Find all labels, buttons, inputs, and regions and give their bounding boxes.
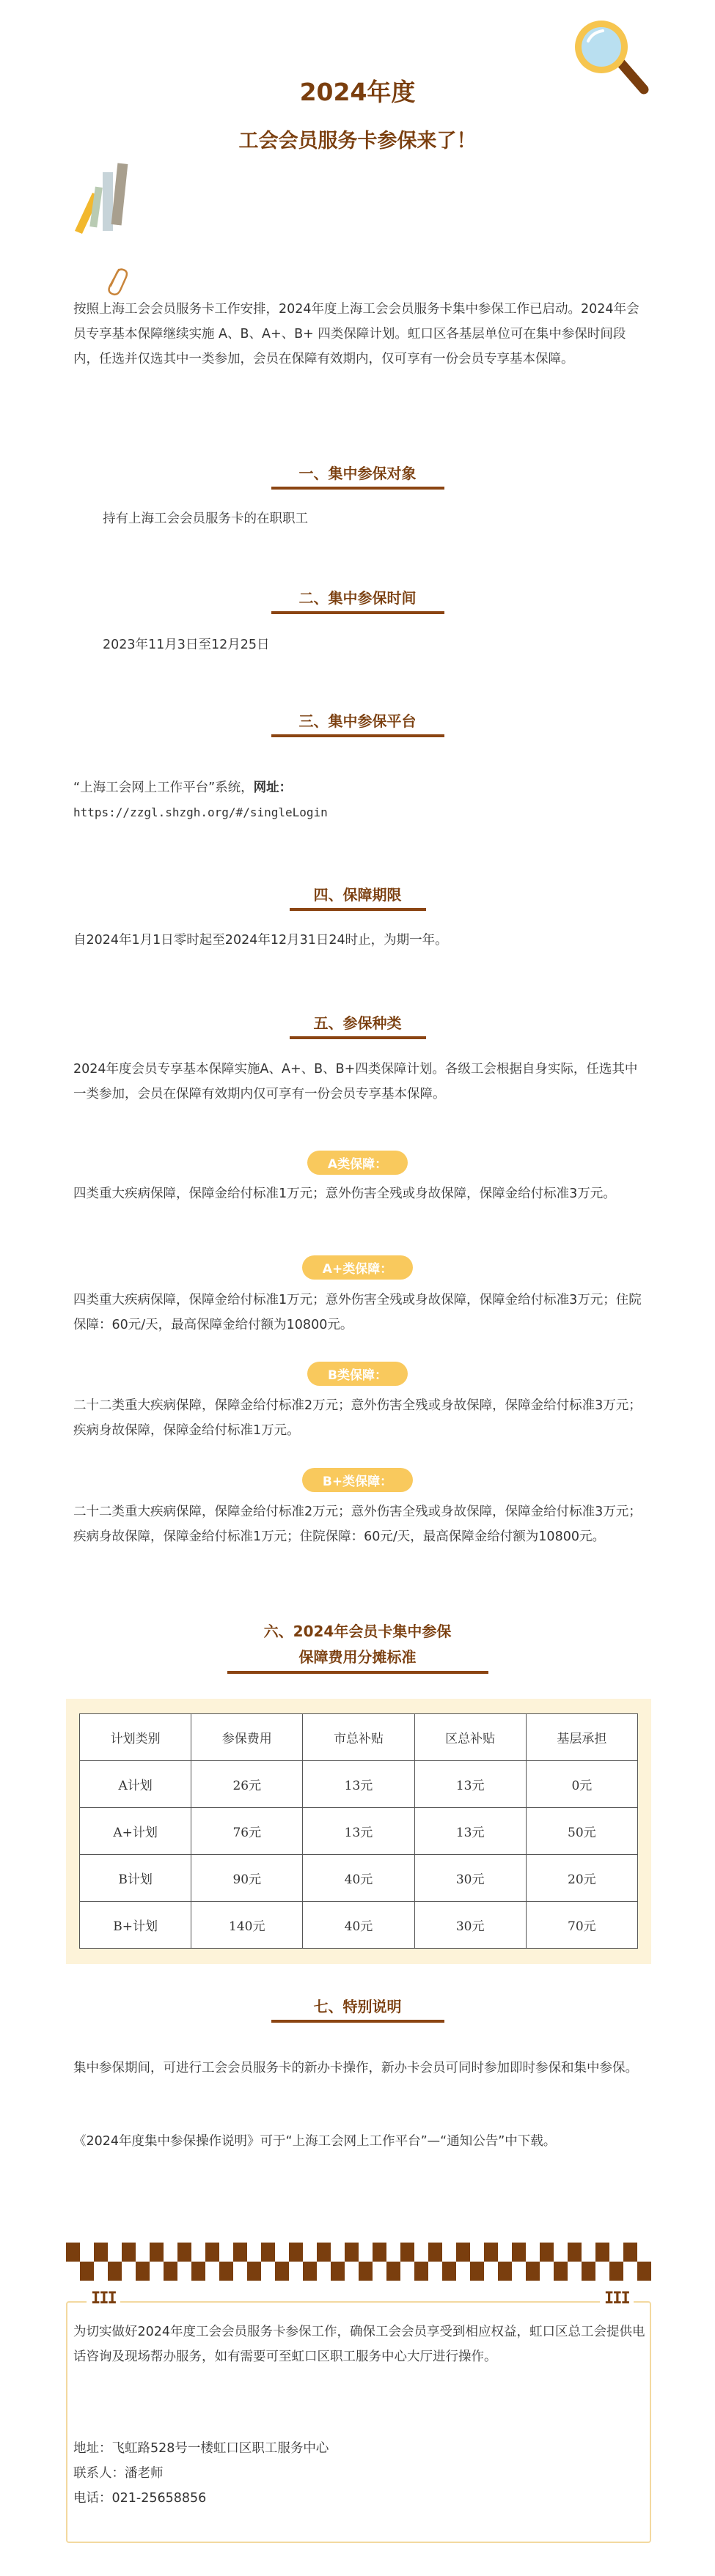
section-4-underline <box>290 908 426 911</box>
plan-a-pill <box>0 1151 715 1175</box>
section-7-underline <box>271 2020 444 2023</box>
section-3-underline <box>271 734 444 737</box>
plan-b-plus-text: 二十二类重大疾病保障，保障金给付标准2万元；意外伤害全残或身故保障，保障金给付标准3万元；疾病身故保障，保障金给付标准1万元；住院保障：60元/天，最高保障金给付额为10800元。 <box>73 1505 642 1544</box>
footer-text: 为切实做好2024年度工会会员服务卡参保工作，确保工会会员享受到相应权益，虹口区总工会提供电话咨询及现场帮办服务，如有需要可至虹口区职工服务中心大厅进行操作。 <box>73 2325 645 2364</box>
plan-b-pill <box>0 1362 715 1386</box>
cost-table-panel <box>66 1699 651 1964</box>
plan-a-plus-pill <box>0 1255 715 1280</box>
footer-bars-right: III <box>600 2289 634 2308</box>
plan-a-plus-label: A+类保障： <box>302 1255 413 1280</box>
section-2-heading: 二、集中参保时间 <box>298 589 417 607</box>
section-1-heading: 一、集中参保对象 <box>298 465 417 482</box>
section-6-underline <box>227 1671 488 1674</box>
section-3-content <box>73 775 645 825</box>
table-cell: 13元 <box>414 1808 526 1855</box>
books-icon <box>66 158 139 238</box>
table-header-cell: 基层承担 <box>526 1714 637 1761</box>
plan-b-plus-label: B+类保障： <box>302 1468 413 1492</box>
table-cell: 13元 <box>303 1761 414 1808</box>
plan-a-plus-text: 四类重大疾病保障，保障金给付标准1万元；意外伤害全残或身故保障，保障金给付标准3万元；住院保障：60元/天，最高保障金给付额为10800元。 <box>73 1293 642 1332</box>
section-6-heading-line2: 保障费用分摊标准 <box>298 1648 417 1666</box>
table-row <box>80 1902 638 1949</box>
section-2-underline <box>271 611 444 614</box>
section-7-heading: 七、特别说明 <box>313 1998 402 2015</box>
url-label: 网址： <box>253 780 293 795</box>
section-5-intro: 2024年度会员专享基本保障实施A、A+、B、B+四类保障计划。各级工会根据自身实际，任选其中一类参加，会员在保障有效期内仅可享有一份会员专享基本保障。 <box>73 1062 638 1101</box>
section-2-content: 2023年11月3日至12月25日 <box>103 638 270 652</box>
table-header-cell: 参保费用 <box>191 1714 303 1761</box>
table-cell: 50元 <box>526 1808 637 1855</box>
footer-phone[interactable]: 电话：021-25658856 <box>73 2491 207 2506</box>
table-cell: A+计划 <box>80 1808 191 1855</box>
table-header-cell: 市总补贴 <box>303 1714 414 1761</box>
intro-paragraph: 按照上海工会会员服务卡工作安排，2024年度上海工会会员服务卡集中参保工作已启动。2024年会员专享基本保障继续实施 A、B、A+、B+ 四类保障计划。虹口区各基层单位可在集中参保时间段内，任选并仅选其中一类参加，会员在保障有效期内，仅可享有一份会员专享基本保障。 <box>73 302 639 366</box>
table-cell: 40元 <box>303 1902 414 1949</box>
plan-b-text: 二十二类重大疾病保障，保障金给付标准2万元；意外伤害全残或身故保障，保障金给付标准3万元；疾病身故保障，保障金给付标准1万元。 <box>73 1398 642 1438</box>
plan-a-label: A类保障： <box>307 1151 408 1175</box>
table-cell: 20元 <box>526 1855 637 1902</box>
table-cell: 76元 <box>191 1808 303 1855</box>
plan-b-label: B类保障： <box>307 1362 408 1386</box>
section-1-content: 持有上海工会会员服务卡的在职职工 <box>103 512 308 526</box>
paperclip-icon <box>103 264 129 298</box>
table-cell: 140元 <box>191 1902 303 1949</box>
table-cell: 30元 <box>414 1902 526 1949</box>
checker-divider <box>66 2243 651 2281</box>
table-cell: B计划 <box>80 1855 191 1902</box>
platform-name: “上海工会网上工作平台”系统， <box>73 780 254 795</box>
section-7-p2: 《2024年度集中参保操作说明》可于“上海工会网上工作平台”—“通知公告”中下载。 <box>73 2134 557 2149</box>
section-7-p1: 集中参保期间，可进行工会会员服务卡的新办卡操作，新办卡会员可同时参加即时参保和集中参保。 <box>73 2061 638 2075</box>
table-row <box>80 1808 638 1855</box>
section-6-heading-line1: 六、2024年会员卡集中参保 <box>263 1623 452 1640</box>
table-cell: 90元 <box>191 1855 303 1902</box>
footer-contact: 联系人：潘老师 <box>73 2466 164 2481</box>
table-cell: A计划 <box>80 1761 191 1808</box>
platform-url[interactable]: https://zzgl.shzgh.org/#/singleLogin <box>73 805 328 819</box>
table-header-cell: 计划类别 <box>80 1714 191 1761</box>
cost-table <box>79 1713 638 1949</box>
footer-bars-left: III <box>87 2289 120 2308</box>
section-5-heading: 五、参保种类 <box>313 1014 402 1032</box>
section-3-heading: 三、集中参保平台 <box>298 712 417 730</box>
table-header-cell: 区总补贴 <box>414 1714 526 1761</box>
plan-b-plus-pill <box>0 1468 715 1492</box>
table-cell: 30元 <box>414 1855 526 1902</box>
section-5-underline <box>290 1036 426 1039</box>
plan-a-text: 四类重大疾病保障，保障金给付标准1万元；意外伤害全残或身故保障，保障金给付标准3万元。 <box>73 1186 616 1201</box>
table-cell: 0元 <box>526 1761 637 1808</box>
table-cell: B+计划 <box>80 1902 191 1949</box>
table-header-row <box>80 1714 638 1761</box>
table-cell: 40元 <box>303 1855 414 1902</box>
section-4-heading: 四、保障期限 <box>313 886 402 904</box>
table-row <box>80 1855 638 1902</box>
section-1-underline <box>271 487 444 490</box>
page-title: 2024年度 <box>299 78 416 106</box>
section-4-content: 自2024年1月1日零时起至2024年12月31日24时止，为期一年。 <box>73 933 448 948</box>
table-cell: 13元 <box>303 1808 414 1855</box>
footer-address: 地址：飞虹路528号一楼虹口区职工服务中心 <box>73 2441 329 2456</box>
table-cell: 70元 <box>526 1902 637 1949</box>
table-cell: 26元 <box>191 1761 303 1808</box>
table-row <box>80 1761 638 1808</box>
page-subtitle: 工会会员服务卡参保来了！ <box>238 130 477 152</box>
table-cell: 13元 <box>414 1761 526 1808</box>
